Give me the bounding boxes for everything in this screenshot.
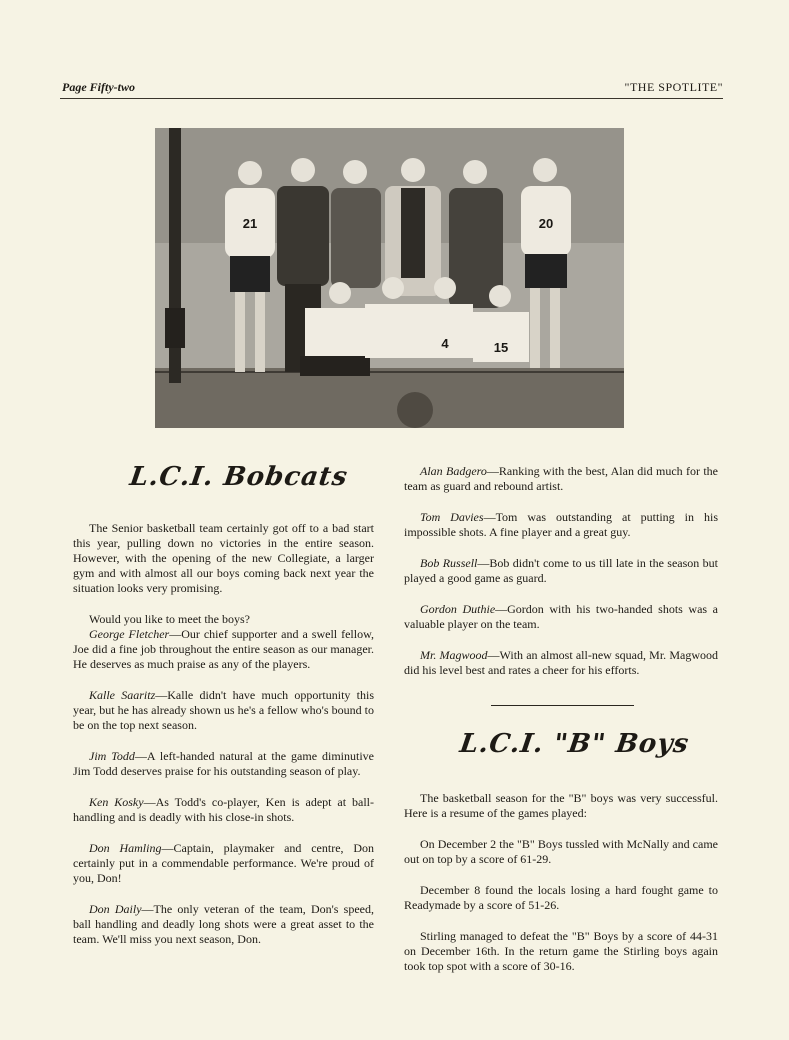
player-entry <box>404 602 718 632</box>
b-boys-column <box>404 791 718 974</box>
player-text: —Bob didn't come to us till late in the season but played a good game as guard. <box>404 556 718 585</box>
page-number: Page Fifty-two <box>62 80 135 94</box>
player-name: Bob Russell <box>420 556 478 570</box>
player-name: Jim Todd <box>89 749 135 763</box>
player-entry <box>404 510 718 540</box>
player-name: Gordon Duthie <box>420 602 496 616</box>
jersey-number-20: 20 <box>538 216 554 231</box>
player-text: —As Todd's co-player, Ken is adept at ball-handling and is deadly with his close-in shots. <box>73 795 375 824</box>
player-text: —With an almost all-new squad, Mr. Magwood did his level best and rates a cheer for his efforts. <box>404 648 719 677</box>
player-entry <box>404 648 718 678</box>
page-header <box>60 80 723 99</box>
section-divider <box>491 705 634 706</box>
left-column <box>73 521 374 947</box>
right-column <box>404 464 718 678</box>
player-name: Don Daily <box>89 902 142 916</box>
player-entry <box>73 841 374 886</box>
team-photo <box>155 128 624 428</box>
player-name: Kalle Saaritz <box>89 688 156 702</box>
meet-the-boys: Would you like to meet the boys? <box>89 612 251 626</box>
player-text: —A left-handed natural at the game diminutive Jim Todd deserves praise for his outstanding season of play. <box>73 749 374 778</box>
section-title-b-boys: L.C.I. "B" Boys <box>457 729 692 759</box>
team-photo-illustration <box>155 128 624 428</box>
player-entry <box>404 556 718 586</box>
jersey-number-4: 4 <box>441 336 449 351</box>
player-text: —Kalle didn't have much opportunity this year, but he has already shown us he's a fellow who's bound to be on the top next season. <box>73 688 374 732</box>
b-boys-paragraph: On December 2 the "B" Boys tussled with McNally and came out on top by a score of 61-29. <box>404 837 718 866</box>
player-text: —Tom was outstanding at putting in his impossible shots. A fine player and a great guy. <box>404 510 718 539</box>
player-entry <box>73 688 374 733</box>
player-name: Ken Kosky <box>89 795 144 809</box>
b-boys-paragraph: Stirling managed to defeat the "B" Boys by a score of 44-31 on December 16th. In the return game the Stirling boys again took top spot with a score of 30-16. <box>404 929 718 973</box>
player-text: —The only veteran of the team, Don's speed, ball handling and deadly long shots were a great asset to the team. We'll miss you next season, Don. <box>73 902 374 946</box>
player-name: Mr. Magwood <box>420 648 488 662</box>
player-entry <box>404 464 718 494</box>
player-entry <box>73 627 374 672</box>
player-name: Alan Badgero <box>420 464 487 478</box>
player-entry <box>73 902 374 947</box>
player-text: —Ranking with the best, Alan did much for the team as guard and rebound artist. <box>404 464 718 493</box>
publication-title: "THE SPOTLITE" <box>624 80 723 94</box>
player-text: —Gordon with his two-handed shots was a valuable player on the team. <box>404 602 718 631</box>
player-name: Tom Davies <box>420 510 484 524</box>
intro-paragraph: The Senior basketball team certainly got off to a bad start this year, pulling down no victories in the entire season. However, with the opening of the new Collegiate, a larger gym and with almost all our boys coming back next year the situation looks very promising. <box>73 521 374 595</box>
player-entry <box>73 795 374 825</box>
jersey-number-21: 21 <box>242 216 258 231</box>
section-title-bobcats: L.C.I. Bobcats <box>127 462 350 492</box>
jersey-number-15: 15 <box>493 340 509 355</box>
player-entry <box>73 749 374 779</box>
player-name: Don Hamling <box>89 841 162 855</box>
player-name: George Fletcher <box>89 627 170 641</box>
b-boys-paragraph: The basketball season for the "B" boys was very successful. Here is a resume of the games played: <box>404 791 718 820</box>
player-text: —Captain, playmaker and centre, Don certainly put in a commendable performance. We're proud of you, Don! <box>73 841 374 885</box>
player-text: —Our chief supporter and a swell fellow, Joe did a fine job throughout the entire season as our manager. He deserves as much praise as any of the players. <box>73 627 374 671</box>
b-boys-paragraph: December 8 found the locals losing a hard fought game to Readymade by a score of 51-26. <box>404 883 718 912</box>
